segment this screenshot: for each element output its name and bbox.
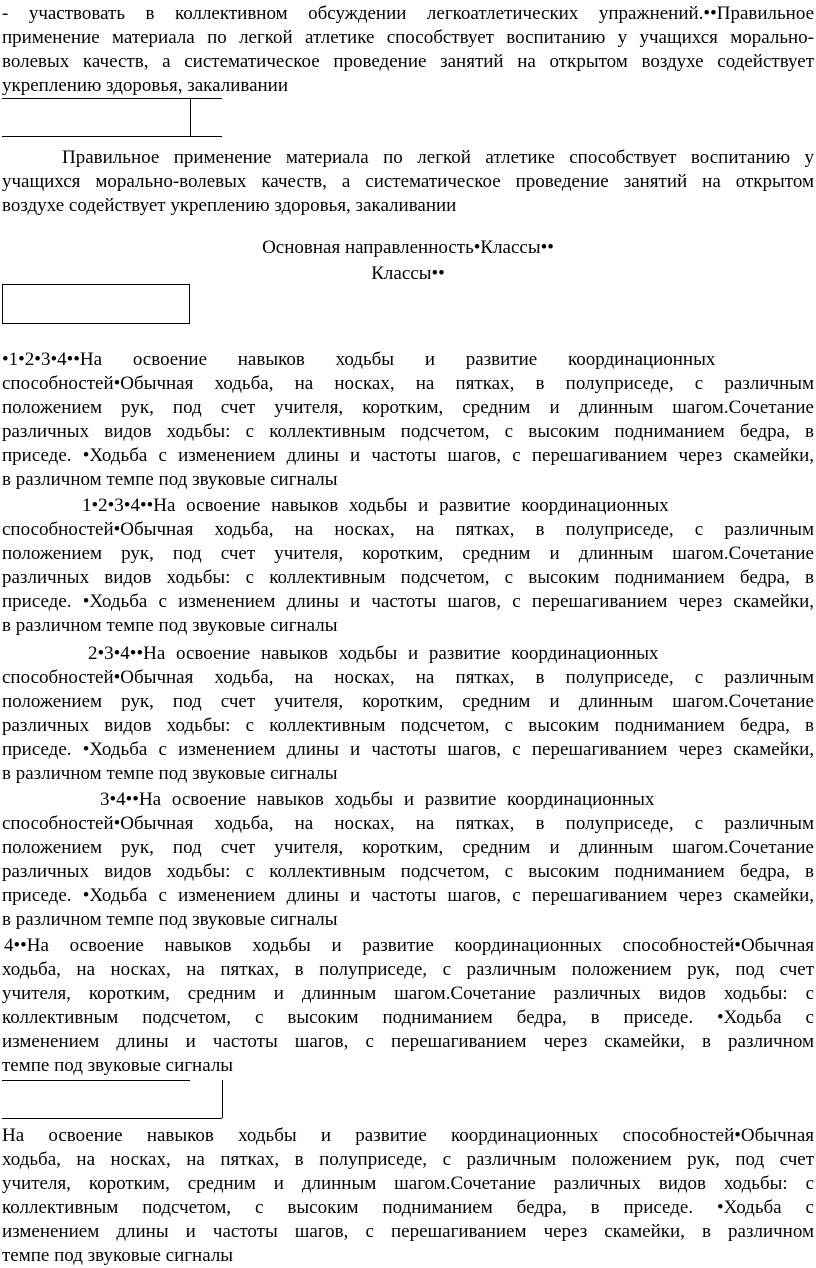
intro-line: применение материала по легкой атлетике способствует воспитанию у учащихся морально-: [2, 27, 814, 48]
entry-line: учителя, коротким, средним и длинным шагом.Сочетание различных видов ходьбы: с: [2, 983, 814, 1004]
intro-paragraph: [2, 2, 814, 98]
paragraph-line: учащихся морально-волевых качеств, а систематическое проведение занятий на открытом: [2, 171, 814, 192]
table-rule: [190, 98, 191, 136]
entry-line: в различном темпе под звуковые сигналы: [2, 469, 338, 490]
entry-line: в различном темпе под звуковые сигналы: [2, 763, 338, 784]
empty-cell: [2, 284, 190, 324]
table-subheading: Классы••: [371, 263, 445, 284]
paragraph-line: воздухе содействует укреплению здоровья, закаливании: [2, 195, 457, 216]
table-rule: [2, 1080, 190, 1081]
entry-line: в различном темпе под звуковые сигналы: [2, 615, 338, 636]
intro-line: волевых качеств, а систематическое проведение занятий на открытом воздухе содействует: [2, 51, 814, 72]
entry-block: [2, 642, 814, 786]
paragraph-line: Правильное применение материала по легкой атлетике способствует воспитанию у: [62, 147, 814, 168]
entry-line: различных видов ходьбы: с коллективным подсчетом, с высоким подниманием бедра, в: [2, 715, 814, 736]
entry-line: ходьба, на носках, на пятках, в полуприседе, с различным положением рук, под счет: [2, 959, 814, 980]
entry-line: способностей•Обычная ходьба, на носках, на пятках, в полуприседе, с различным: [2, 667, 814, 688]
entry-line: изменением длины и частоты шагов, с перешагиванием через скамейки, в различном: [2, 1221, 814, 1242]
entry-heading: •1•2•3•4••На освоение навыков ходьбы и развитие координационных: [2, 349, 716, 370]
table-rule: [2, 136, 222, 137]
entry-line: коллективным подсчетом, с высоким подниманием бедра, в приседе. •Ходьба с: [2, 1007, 814, 1028]
methodology-paragraph: [2, 146, 814, 218]
entry-line: способностей•Обычная ходьба, на носках, на пятках, в полуприседе, с различным: [2, 373, 814, 394]
table-rule: [222, 1080, 223, 1118]
entry-line: приседе. •Ходьба с изменением длины и частоты шагов, с перешагиванием через скамейки,: [2, 739, 814, 760]
intro-line: укреплению здоровья, закаливании: [2, 75, 289, 96]
entry-line: 4••На освоение навыков ходьбы и развитие координационных способностей•Обычная: [4, 935, 814, 956]
entry-line: положением рук, под счет учителя, коротким, средним и длинным шагом.Сочетание: [2, 691, 814, 712]
entry-heading: 1•2•3•4••На освоение навыков ходьбы и развитие координационных: [82, 495, 669, 516]
table-rule: [2, 1118, 222, 1119]
entry-line: ходьба, на носках, на пятках, в полуприседе, с различным положением рук, под счет: [2, 1149, 814, 1170]
entry-line: приседе. •Ходьба с изменением длины и частоты шагов, с перешагиванием через скамейки,: [2, 591, 814, 612]
entry-block: [2, 348, 814, 492]
entry-block: [2, 934, 814, 1078]
entry-heading: 2•3•4••На освоение навыков ходьбы и развитие координационных: [88, 643, 659, 664]
entry-line: коллективным подсчетом, с высоким подниманием бедра, в приседе. •Ходьба с: [2, 1197, 814, 1218]
entry-line: приседе. •Ходьба с изменением длины и частоты шагов, с перешагиванием через скамейки,: [2, 885, 814, 906]
intro-line: - участвовать в коллективном обсуждении легкоатлетических упражнений.••Правильное: [2, 3, 814, 24]
entry-line: различных видов ходьбы: с коллективным подсчетом, с высоким подниманием бедра, в: [2, 421, 814, 442]
entry-block: [2, 788, 814, 932]
entry-block: [2, 494, 814, 638]
entry-line: положением рук, под счет учителя, коротким, средним и длинным шагом.Сочетание: [2, 837, 814, 858]
entry-line: различных видов ходьбы: с коллективным подсчетом, с высоким подниманием бедра, в: [2, 567, 814, 588]
table-heading: Основная направленность•Классы••: [262, 237, 554, 258]
entry-line: способностей•Обычная ходьба, на носках, на пятках, в полуприседе, с различным: [2, 813, 814, 834]
entry-line: положением рук, под счет учителя, коротким, средним и длинным шагом.Сочетание: [2, 543, 814, 564]
entry-line: учителя, коротким, средним и длинным шагом.Сочетание различных видов ходьбы: с: [2, 1173, 814, 1194]
entry-line: темпе под звуковые сигналы: [2, 1055, 234, 1076]
table-rule: [2, 98, 222, 99]
entry-line: изменением длины и частоты шагов, с перешагиванием через скамейки, в различном: [2, 1031, 814, 1052]
entry-line: в различном темпе под звуковые сигналы: [2, 909, 338, 930]
entry-line: приседе. •Ходьба с изменением длины и частоты шагов, с перешагиванием через скамейки,: [2, 445, 814, 466]
entry-block: [2, 1124, 814, 1268]
entry-line: различных видов ходьбы: с коллективным подсчетом, с высоким подниманием бедра, в: [2, 861, 814, 882]
entry-heading: 3•4••На освоение навыков ходьбы и развитие координационных: [100, 789, 655, 810]
entry-line: способностей•Обычная ходьба, на носках, на пятках, в полуприседе, с различным: [2, 519, 814, 540]
entry-line: На освоение навыков ходьбы и развитие координационных способностей•Обычная: [2, 1125, 814, 1146]
entry-line: положением рук, под счет учителя, коротким, средним и длинным шагом.Сочетание: [2, 397, 814, 418]
entry-line: темпе под звуковые сигналы: [2, 1245, 234, 1266]
